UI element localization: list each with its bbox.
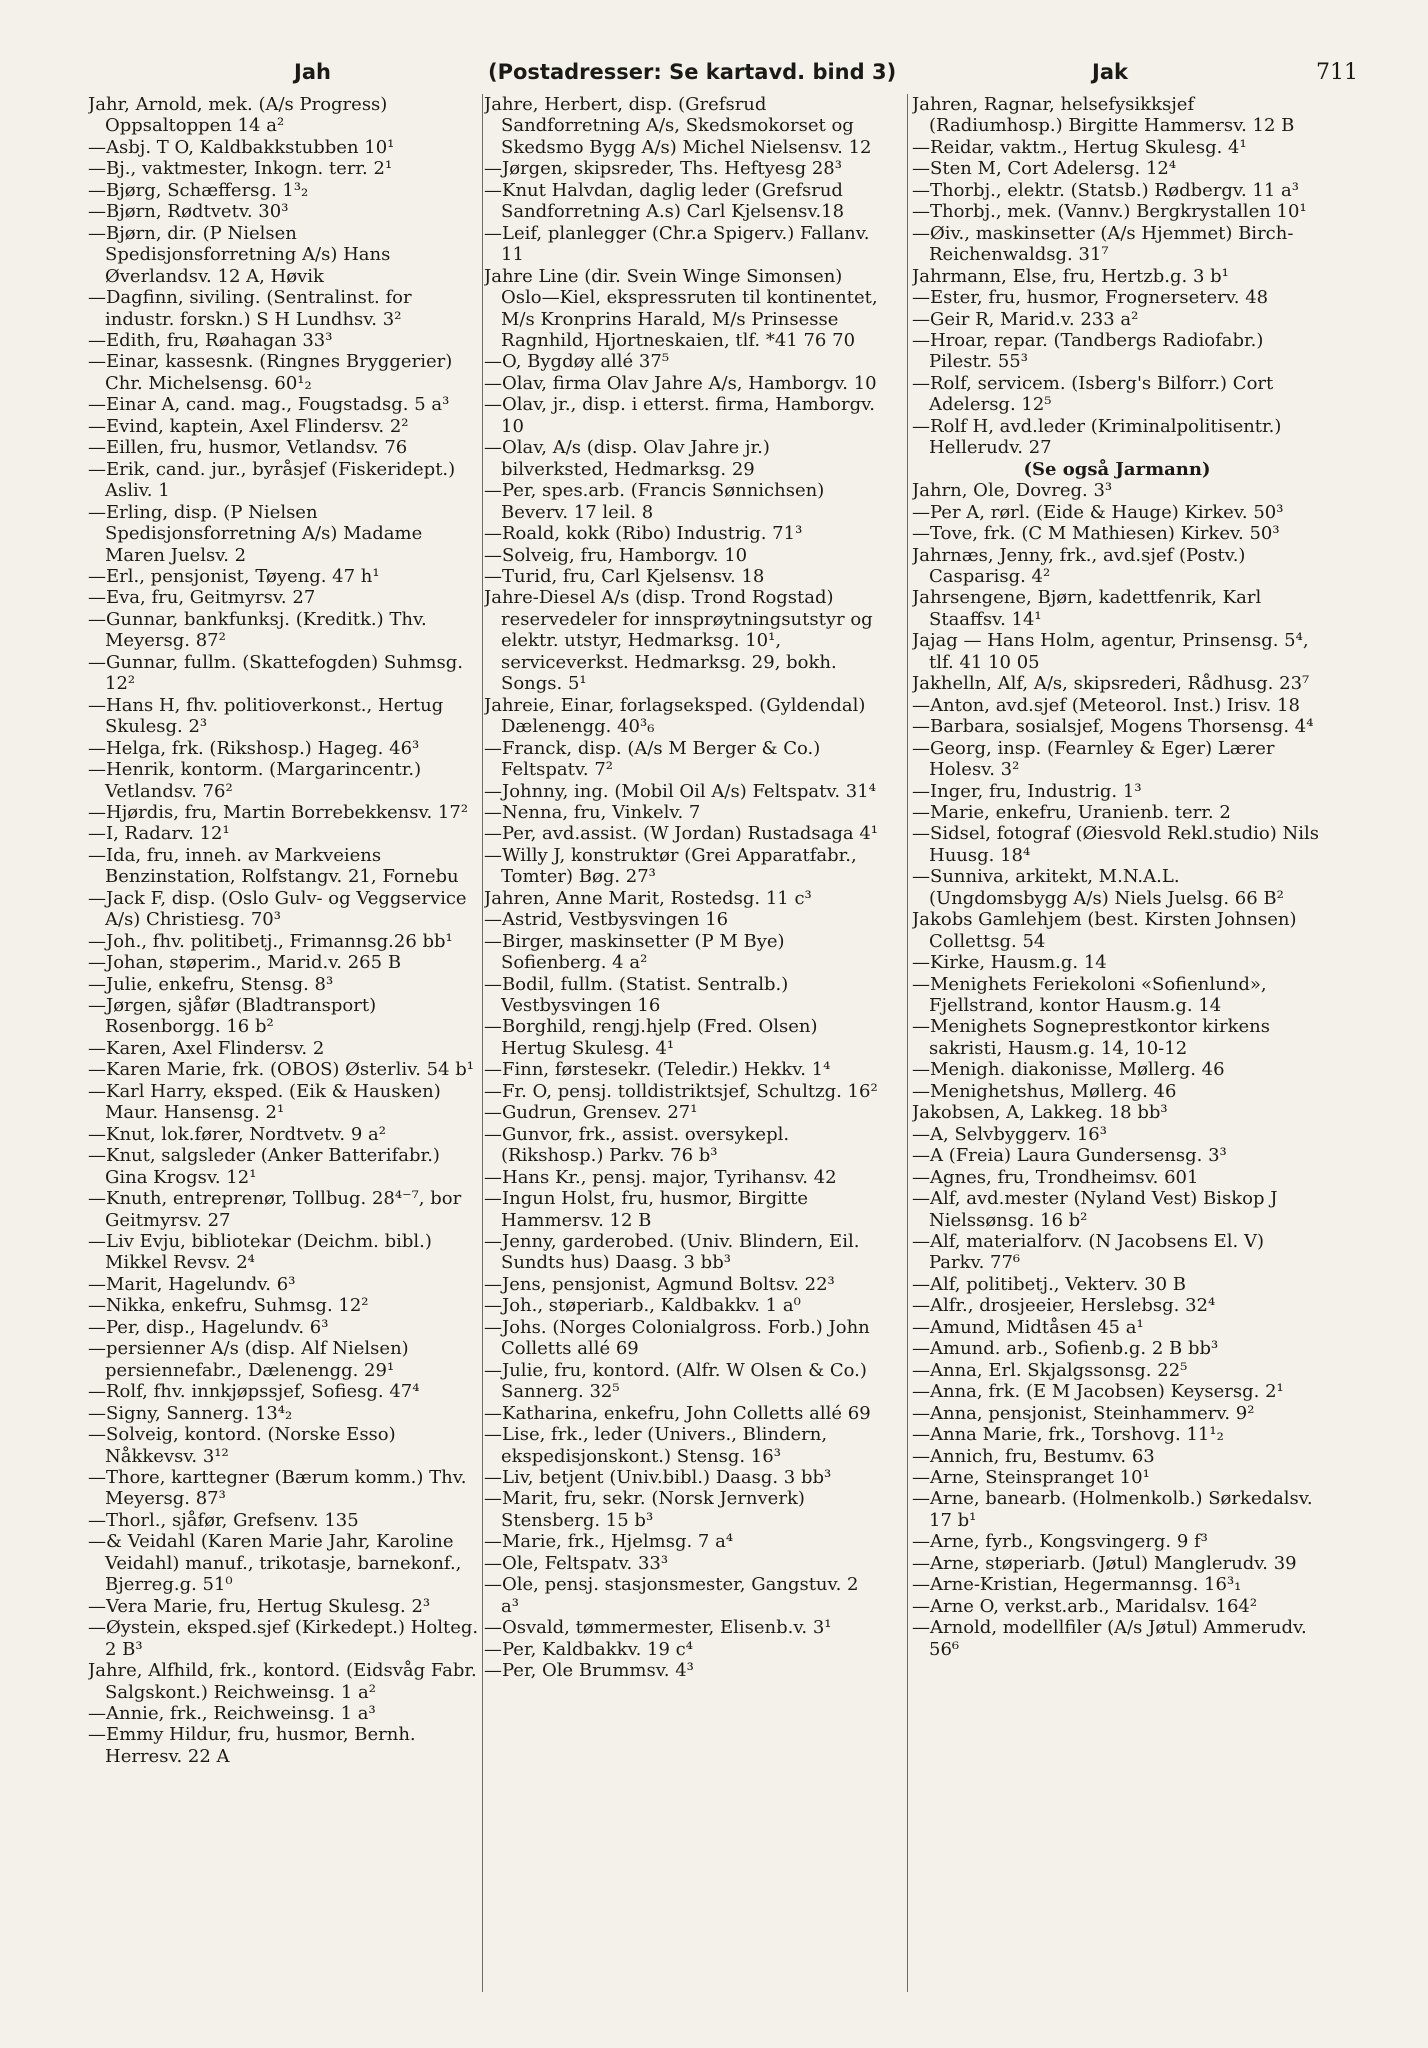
directory-entry: —Emmy Hildur, fru, husmor, Bernh. Herresv. 22 A <box>88 1724 416 1767</box>
directory-entry: —Jørgen, sjåfør (Bladtransport) Rosenborgg. 16 b² <box>88 995 377 1038</box>
directory-entry: —Gunvor, frk., assist. oversykepl. (Rikshosp.) Parkv. 76 b³ <box>484 1123 790 1167</box>
directory-entry: Jahre, Herbert, disp. (Grefsrud Sandforretning A/s, Skedsmokorset og Skedsmo Bygg A/s) Michel Nielsensv. 12 <box>484 94 872 158</box>
directory-entry: —Øiv., maskinsetter (A/s Hjemmet) Birch-Reichenwaldsg. 31⁷ <box>912 222 1294 266</box>
directory-entry: —Johnny, ing. (Mobil Oil A/s) Feltspatv. 31⁴ <box>484 780 876 802</box>
directory-entry: —Per, Ole Brummsv. 4³ <box>484 1660 694 1682</box>
directory-entry: —Roald, kokk (Ribo) Industrig. 71³ <box>484 523 803 545</box>
directory-entry: —Sunniva, arkitekt, M.N.A.L. (Ungdomsbygg A/s) Niels Juelsg. 66 B² <box>912 866 1284 909</box>
directory-entry: —Marit, fru, sekr. (Norsk Jernverk) Stensberg. 15 b³ <box>484 1488 805 1531</box>
directory-entry: —Menighets Feriekoloni «Sofienlund», Fjellstrand, kontor Hausm.g. 14 <box>912 973 1267 1017</box>
directory-entry: —Annich, fru, Bestumv. 63 <box>912 1445 1155 1467</box>
directory-entry: —Gudrun, Grensev. 27¹ <box>484 1102 698 1124</box>
directory-entry: —Katharina, enkefru, John Colletts allé 69 <box>484 1402 871 1424</box>
directory-entry: —Anna Marie, frk., Torshovg. 11¹₂ <box>912 1424 1224 1446</box>
directory-entry: —Geir R, Marid.v. 233 a² <box>912 308 1139 330</box>
directory-entry: Jahre, Alfhild, frk., kontord. (Eidsvåg Fabr. Salgskont.) Reichweinsg. 1 a² <box>88 1660 477 1703</box>
directory-entry: —Hjørdis, fru, Martin Borrebekkensv. 17² <box>88 801 469 823</box>
directory-entry: —Reidar, vaktm., Hertug Skulesg. 4¹ <box>912 136 1247 158</box>
directory-entry: —Finn, førstesekr. (Teledir.) Hekkv. 1⁴ <box>484 1059 831 1081</box>
directory-entry: —Menighets Sogneprestkontor kirkens sakristi, Hausm.g. 14, 10-12 <box>912 1016 1270 1059</box>
directory-entry: —Barbara, sosialsjef, Mogens Thorsensg. 4⁴ <box>912 716 1314 738</box>
directory-entry: —persienner A/s (disp. Alf Nielsen) persiennefabr., Dælenengg. 29¹ <box>88 1338 409 1381</box>
directory-entry: —Borghild, rengj.hjelp (Fred. Olsen) Hertug Skulesg. 4¹ <box>484 1016 818 1059</box>
directory-entry: —Hroar, repar. (Tandbergs Radiofabr.) Pilestr. 55³ <box>912 329 1264 373</box>
directory-entry: —Birger, maskinsetter (P M Bye) Sofienberg. 4 a² <box>484 930 785 974</box>
directory-entry: —Thore, karttegner (Bærum komm.) Thv. Meyersg. 87³ <box>88 1467 467 1510</box>
directory-entry: —Turid, fru, Carl Kjelsensv. 18 <box>484 565 765 587</box>
directory-entry: —Nikka, enkefru, Suhmsg. 12² <box>88 1295 369 1317</box>
directory-entry: Jahren, Anne Marit, Rostedsg. 11 c³ <box>484 887 812 909</box>
directory-entry: —Helga, frk. (Rikshosp.) Hageg. 46³ <box>88 737 420 759</box>
directory-entry: —O, Bygdøy allé 37⁵ <box>484 351 670 373</box>
column-3 <box>912 94 1322 2014</box>
directory-entry: —Hans Kr., pensj. major, Tyrihansv. 42 <box>484 1166 837 1188</box>
directory-entry: —Alf, politibetj., Vekterv. 30 B <box>912 1273 1186 1295</box>
page-header <box>88 56 1358 92</box>
directory-entry: —Inger, fru, Industrig. 1³ <box>912 780 1142 802</box>
directory-entry: —Agnes, fru, Trondheimsv. 601 <box>912 1166 1199 1188</box>
directory-entry: —Ingun Holst, fru, husmor, Birgitte Hammersv. 12 B <box>484 1188 809 1231</box>
directory-entry: —Joh., fhv. politibetj., Frimannsg.26 bb¹ <box>88 930 453 952</box>
directory-entry: —Knuth, entreprenør, Tollbug. 28⁴⁻⁷, bor Geitmyrsv. 27 <box>88 1188 462 1231</box>
directory-entry: —Jens, pensjonist, Agmund Boltsv. 22³ <box>484 1273 835 1295</box>
directory-entry: —Arne O, verkst.arb., Maridalsv. 164² <box>912 1595 1258 1617</box>
directory-entry: —Asbj. T O, Kaldbakkstubben 10¹ <box>88 136 395 158</box>
directory-entry: Jahr, Arnold, mek. (A/s Progress) Oppsaltoppen 14 a² <box>88 94 388 137</box>
directory-entry: —Astrid, Vestbysvingen 16 <box>484 909 729 931</box>
directory-entry: —Alf, avd.mester (Nyland Vest) Biskop J Nielssønsg. 16 b² <box>912 1188 1278 1231</box>
directory-entry: —Willy J, konstruktør (Grei Apparatfabr., Tomter) Bøg. 27³ <box>484 844 857 888</box>
directory-entry: —Karen Marie, frk. (OBOS) Østerliv. 54 b¹ <box>88 1059 474 1081</box>
directory-entry: —Per, avd.assist. (W Jordan) Rustadsaga 4¹ <box>484 823 879 845</box>
directory-entry: —Olav, A/s (disp. Olav Jahre jr.) bilverksted, Hedmarksg. 29 <box>484 437 770 480</box>
directory-entry: —Anton, avd.sjef (Meteorol. Inst.) Irisv. 18 <box>912 694 1300 716</box>
directory-entry: —Thorbj., elektr. (Statsb.) Rødbergv. 11 a³ <box>912 179 1299 201</box>
directory-entry: —Marie, frk., Hjelmsg. 7 a⁴ <box>484 1531 734 1553</box>
directory-entry: (Se også Jarmann) <box>1023 458 1211 480</box>
directory-entry: —A (Freia) Laura Gundersensg. 3³ <box>912 1145 1227 1167</box>
directory-entry: —& Veidahl (Karen Marie Jahr, Karoline Veidahl) manuf., trikotasje, barnekonf., Bjerreg.g. 51⁰ <box>88 1531 462 1596</box>
directory-entry: —Tove, frk. (C M Mathiesen) Kirkev. 50³ <box>912 523 1280 545</box>
directory-entry: Jahrmann, Else, fru, Hertzb.g. 3 b¹ <box>912 265 1229 287</box>
directory-entry: Jahre-Diesel A/s (disp. Trond Rogstad) reservedeler for innsprøytningsutstyr og elektr. utstyr, Hedmarksg. 10¹, serviceverkst. Hedmarksg. 29, bokh. Songs. 5¹ <box>484 587 873 695</box>
directory-entry: Jahren, Ragnar, helsefysikksjef (Radiumhosp.) Birgitte Hammersv. 12 B <box>912 94 1295 137</box>
directory-entry: —Menighetshus, Møllerg. 46 <box>912 1080 1177 1102</box>
directory-entry: Jahrnæs, Jenny, frk., avd.sjef (Postv.) Casparisg. 4² <box>912 544 1246 587</box>
page-number: 711 <box>1316 60 1358 85</box>
directory-entry: —Franck, disp. (A/s M Berger & Co.) Feltspatv. 7² <box>484 737 821 781</box>
directory-entry: —Sidsel, fotograf (Øiesvold Rekl.studio) Nils Huusg. 18⁴ <box>912 823 1319 866</box>
directory-entry: —Julie, fru, kontord. (Alfr. W Olsen & Co.) Sannerg. 32⁵ <box>484 1359 867 1403</box>
directory-entry: —Arne, fyrb., Kongsvingerg. 9 f³ <box>912 1531 1208 1553</box>
directory-entry: —Olav, firma Olav Jahre A/s, Hamborgv. 10 <box>484 372 877 394</box>
directory-entry: —Edith, fru, Røahagan 33³ <box>88 329 333 351</box>
directory-entry: —Ida, fru, inneh. av Markveiens Benzinstation, Rolfstangv. 21, Fornebu <box>88 844 459 888</box>
directory-entry: —Ole, Feltspatv. 33³ <box>484 1552 669 1574</box>
directory-entry: —Anna, frk. (E M Jacobsen) Keysersg. 2¹ <box>912 1381 1284 1403</box>
directory-entry: —Joh., støperiarb., Kaldbakkv. 1 a⁰ <box>484 1295 801 1317</box>
directory-entry: —Alf, materialforv. (N Jacobsens El. V) Parkv. 77⁶ <box>912 1231 1265 1274</box>
directory-entry: —Jørgen, skipsreder, Ths. Heftyesg 28³ <box>484 158 842 180</box>
directory-entry: —Arne, Steinspranget 10¹ <box>912 1467 1150 1488</box>
directory-entry: —Jack F, disp. (Oslo Gulv- og Veggservice A/s) Christiesg. 70³ <box>88 887 467 931</box>
directory-entry: —Johs. (Norges Colonialgross. Forb.) John Colletts allé 69 <box>484 1316 870 1360</box>
directory-entry: —Per, disp., Hagelundv. 6³ <box>88 1316 329 1338</box>
directory-entry: —Signy, Sannerg. 13⁴₂ <box>88 1402 293 1424</box>
directory-entry: —Anna, pensjonist, Steinhammerv. 9² <box>912 1402 1255 1424</box>
directory-entry: —Bodil, fullm. (Statist. Sentralb.) Vestbysvingen 16 <box>484 973 789 1017</box>
directory-entry: —Arne, støperiarb. (Jøtul) Manglerudv. 39 <box>912 1552 1297 1574</box>
directory-entry: —Menigh. diakonisse, Møllerg. 46 <box>912 1059 1225 1081</box>
directory-entry: —Jenny, garderobed. (Univ. Blindern, Eil. Sundts hus) Daasg. 3 bb³ <box>484 1231 860 1274</box>
directory-entry: —Liv Evju, bibliotekar (Deichm. bibl.) Mikkel Revsv. 2⁴ <box>88 1231 432 1274</box>
directory-entry: —Einar, kassesnk. (Ringnes Bryggerier) Chr. Michelsensg. 60¹₂ <box>88 351 453 394</box>
directory-entry: —Knut, lok.fører, Nordtvetv. 9 a² <box>88 1123 386 1145</box>
directory-entry: —Nenna, fru, Vinkelv. 7 <box>484 801 701 823</box>
directory-entry: —Henrik, kontorm. (Margarincentr.) Vetlandsv. 76² <box>88 759 422 802</box>
directory-entry: —Rolf, servicem. (Isberg's Bilforr.) Cort Adelersg. 12⁵ <box>912 372 1274 416</box>
directory-entry: —Julie, enkefru, Stensg. 8³ <box>88 973 334 995</box>
directory-entry: —Bj., vaktmester, Inkogn. terr. 2¹ <box>88 158 393 180</box>
directory-entry: —Per A, rørl. (Eide & Hauge) Kirkev. 50³ <box>912 501 1284 523</box>
directory-entry: Jahrsengene, Bjørn, kadettfenrik, Karl Staaffsv. 14¹ <box>912 587 1262 630</box>
directory-entry: —Leif, planlegger (Chr.a Spigerv.) Fallanv. 11 <box>484 222 870 266</box>
directory-entry: —Annie, frk., Reichweinsg. 1 a³ <box>88 1702 376 1724</box>
directory-entry: Jahrn, Ole, Dovreg. 3³ <box>912 480 1113 502</box>
directory-entry: —Georg, insp. (Fearnley & Eger) Lærer Holesv. 3² <box>912 737 1275 781</box>
directory-entry: —Dagfinn, siviling. (Sentralinst. for industr. forskn.) S H Lundhsv. 3² <box>88 287 412 330</box>
directory-entry: —Fr. O, pensj. tolldistriktsjef, Schultzg. 16² <box>484 1080 878 1102</box>
directory-entry: —Sten M, Cort Adelersg. 12⁴ <box>912 158 1177 180</box>
directory-entry: —Ole, pensj. stasjonsmester, Gangstuv. 2 a³ <box>484 1574 859 1617</box>
directory-entry: Jakobs Gamlehjem (best. Kirsten Johnsen) Collettsg. 54 <box>912 909 1297 952</box>
directory-entry: —Solveig, fru, Hamborgv. 10 <box>484 544 748 566</box>
directory-entry: —Bjørn, dir. (P Nielsen Spedisjonsforretning A/s) Hans Øverlandsv. 12 A, Høvik <box>88 222 391 287</box>
directory-entry: —Olav, jr., disp. i etterst. firma, Hamborgv. 10 <box>484 394 875 437</box>
directory-entry: —Vera Marie, fru, Hertug Skulesg. 2³ <box>88 1595 431 1617</box>
directory-entry: —Erling, disp. (P Nielsen Spedisjonsforretning A/s) Madame Maren Juelsv. 2 <box>88 501 423 566</box>
header-center: (Postadresser: Se kartavd. bind 3) <box>488 60 897 84</box>
directory-entry: —Kirke, Hausm.g. 14 <box>912 952 1107 974</box>
directory-entry: —Rolf, fhv. innkjøpssjef, Sofiesg. 47⁴ <box>88 1381 420 1403</box>
directory-entry: —Anna, Erl. Skjalgssonsg. 22⁵ <box>912 1359 1188 1381</box>
directory-entry: —Bjørn, Rødtvetv. 30³ <box>88 201 289 223</box>
directory-entry: —Solveig, kontord. (Norske Esso) Nåkkevsv. 3¹² <box>88 1424 396 1467</box>
directory-entry: —Amund. arb., Sofienb.g. 2 B bb³ <box>912 1338 1219 1360</box>
directory-entry: Jahreie, Einar, forlagseksped. (Gyldendal) Dælenengg. 40³₆ <box>484 694 866 738</box>
directory-entry: —Erik, cand. jur., byråsjef (Fiskeridept.) Asliv. 1 <box>88 458 456 502</box>
directory-entry: —Gunnar, fullm. (Skattefogden) Suhmsg. 12² <box>88 651 463 695</box>
directory-entry: —Eva, fru, Geitmyrsv. 27 <box>88 587 316 609</box>
directory-entry: —Rolf H, avd.leder (Kriminalpolitisentr.) Hellerudv. 27 <box>912 415 1282 459</box>
directory-entry: Jajag — Hans Holm, agentur, Prinsensg. 5⁴, tlf. 41 10 05 <box>912 630 1309 673</box>
directory-entry: —Lise, frk., leder (Univers., Blindern, ekspedisjonskont.) Stensg. 16³ <box>484 1424 828 1467</box>
directory-entry: —Amund, Midtåsen 45 a¹ <box>912 1316 1144 1338</box>
directory-entry: —Ester, fru, husmor, Frognerseterv. 48 <box>912 287 1269 309</box>
directory-entry: —Øystein, eksped.sjef (Kirkedept.) Holteg. 2 B³ <box>88 1617 479 1660</box>
directory-entry: —Thorl., sjåfør, Grefsenv. 135 <box>88 1509 359 1531</box>
directory-entry: Jahre Line (dir. Svein Winge Simonsen) Oslo—Kiel, ekspressruten til kontinentet, M/s Kronprins Harald, M/s Prinsesse Ragnhild, Hjortneskaien, tlf. *41 76 70 <box>484 265 878 351</box>
directory-entry: —Johan, støperim., Marid.v. 265 B <box>88 952 402 974</box>
directory-entry: —Arne, banearb. (Holmenkolb.) Sørkedalsv. 17 b¹ <box>912 1488 1313 1531</box>
directory-entry: —Eillen, fru, husmor, Vetlandsv. 76 <box>88 437 408 459</box>
directory-entry: —Per, Kaldbakkv. 19 c⁴ <box>484 1638 693 1660</box>
header-right-word: Jak <box>1092 60 1128 84</box>
directory-entry: —Einar A, cand. mag., Fougstadsg. 5 a³ <box>88 394 450 416</box>
directory-entry: —Thorbj., mek. (Vannv.) Bergkrystallen 10¹ <box>912 201 1307 223</box>
directory-entry: —Bjørg, Schæffersg. 1³₂ <box>88 179 309 201</box>
directory-entry: —Liv, betjent (Univ.bibl.) Daasg. 3 bb³ <box>484 1467 832 1488</box>
directory-entry: —Osvald, tømmermester, Elisenb.v. 3¹ <box>484 1617 832 1639</box>
header-left-word: Jah <box>294 60 331 84</box>
column-2 <box>484 94 879 2014</box>
column-1 <box>88 94 483 2014</box>
directory-entry: Jakhelln, Alf, A/s, skipsrederi, Rådhusg. 23⁷ <box>912 673 1310 695</box>
directory-entry: —Per, spes.arb. (Francis Sønnichsen) Beverv. 17 leil. 8 <box>484 480 825 523</box>
directory-entry: —Arne-Kristian, Hegermannsg. 16³₁ <box>912 1574 1242 1596</box>
directory-entry: —Knut Halvdan, daglig leder (Grefsrud Sandforretning A.s) Carl Kjelsensv.18 <box>484 179 845 223</box>
directory-entry: —Arnold, modellfiler (A/s Jøtul) Ammerudv. 56⁶ <box>912 1617 1307 1660</box>
directory-entry: —Marie, enkefru, Uranienb. terr. 2 <box>912 801 1231 823</box>
directory-entry: —Marit, Hagelundv. 6³ <box>88 1273 296 1295</box>
directory-entry: —Knut, salgsleder (Anker Batterifabr.) Gina Krogsv. 12¹ <box>88 1145 440 1188</box>
directory-entry: —Evind, kaptein, Axel Flindersv. 2² <box>88 415 409 437</box>
directory-entry: —Alfr., drosjeeier, Herslebsg. 32⁴ <box>912 1295 1216 1317</box>
directory-entry: —A, Selvbyggerv. 16³ <box>912 1123 1107 1145</box>
directory-entry: —I, Radarv. 12¹ <box>88 823 230 845</box>
column-divider <box>907 94 908 1992</box>
directory-entry: —Erl., pensjonist, Tøyeng. 47 h¹ <box>88 565 380 587</box>
directory-entry: —Karl Harry, eksped. (Eik & Hausken) Maur. Hansensg. 2¹ <box>88 1080 441 1124</box>
directory-entry: —Karen, Axel Flindersv. 2 <box>88 1037 325 1059</box>
directory-entry: Jakobsen, A, Lakkeg. 18 bb³ <box>912 1102 1168 1124</box>
directory-entry: —Gunnar, bankfunksj. (Kreditk.) Thv. Meyersg. 87² <box>88 608 427 652</box>
directory-entry: —Hans H, fhv. politioverkonst., Hertug Skulesg. 2³ <box>88 694 444 738</box>
